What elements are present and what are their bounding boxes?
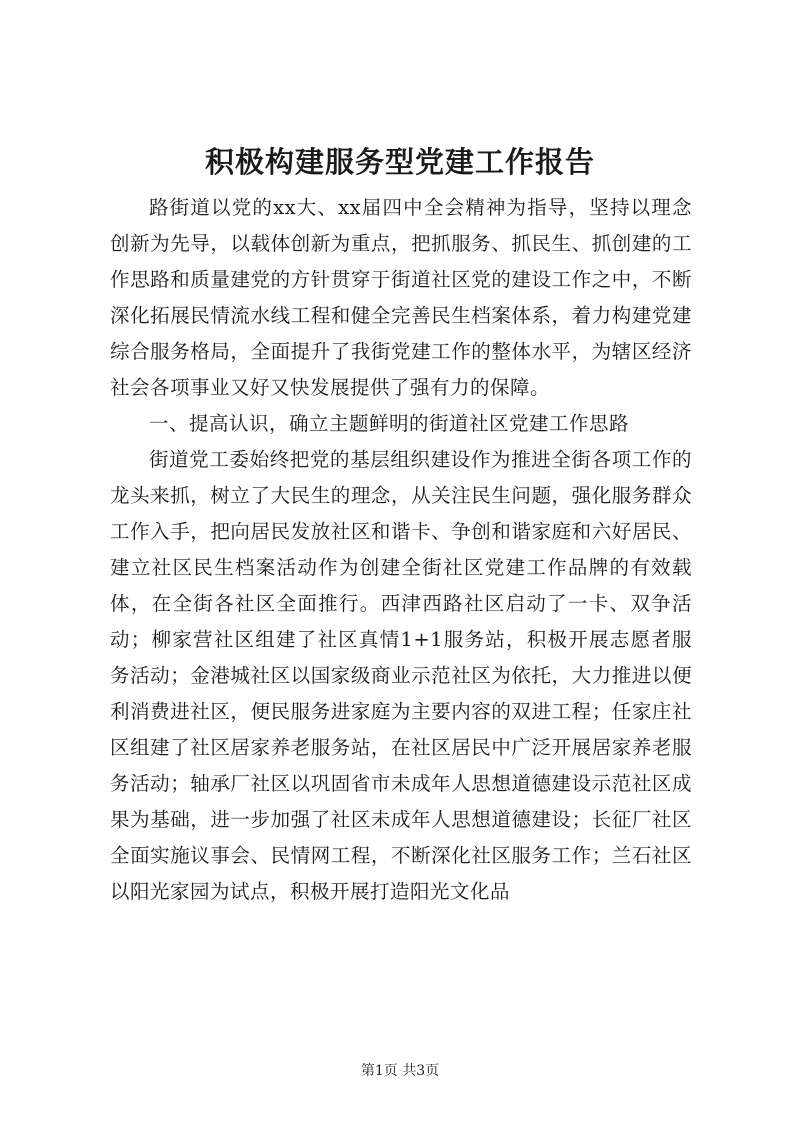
page-number: 第1页 共3页 [360,1063,440,1079]
document-body [110,190,692,910]
section-heading: 一、提高认识，确立主题鲜明的街道社区党建工作思路 [149,412,630,435]
section-paragraph: 街道党工委始终把党的基层组织建设作为推进全街各项工作的龙头来抓，树立了大民生的理念，从关注民生问题，强化服务群众工作入手，把向居民发放社区和谐卡、争创和谐家庭和六好居民、建立社区民生档案活动作为创建全街社区党建工作品牌的有效载体，在全街各社区全面推行。西津西路社区启动了一卡、双争活动；柳家营社区组建了社区真情1+1服务站，积极开展志愿者服务活动；金港城社区以国家级商业示范社区为依托，大力推进以便利消费进社区，便民服务进家庭为主要内容的双进工程；任家庄社区组建了社区居家养老服务站，在社区居民中广泛开展居家养老服务活动；轴承厂社区以巩固省市未成年人思想道德建设示范社区成果为基础，进一步加强了社区未成年人思想道德建设；长征厂社区全面实施议事会、民情网工程，不断深化社区服务工作；兰石社区以阳光家园为试点，积极开展打造阳光文化品 [110,448,692,903]
document-title: 积极构建服务型党建工作报告 [204,145,595,179]
intro-paragraph: 路街道以党的xx大、xx届四中全会精神为指导，坚持以理念创新为先导，以载体创新为重点，把抓服务、抓民生、抓创建的工作思路和质量建党的方针贯穿于街道社区党的建设工作之中，不断深化拓展民情流水线工程和健全完善民生档案体系，着力构建党建综合服务格局，全面提升了我街党建工作的整体水平，为辖区经济社会各项事业又好又快发展提供了强有力的保障。 [110,196,692,399]
